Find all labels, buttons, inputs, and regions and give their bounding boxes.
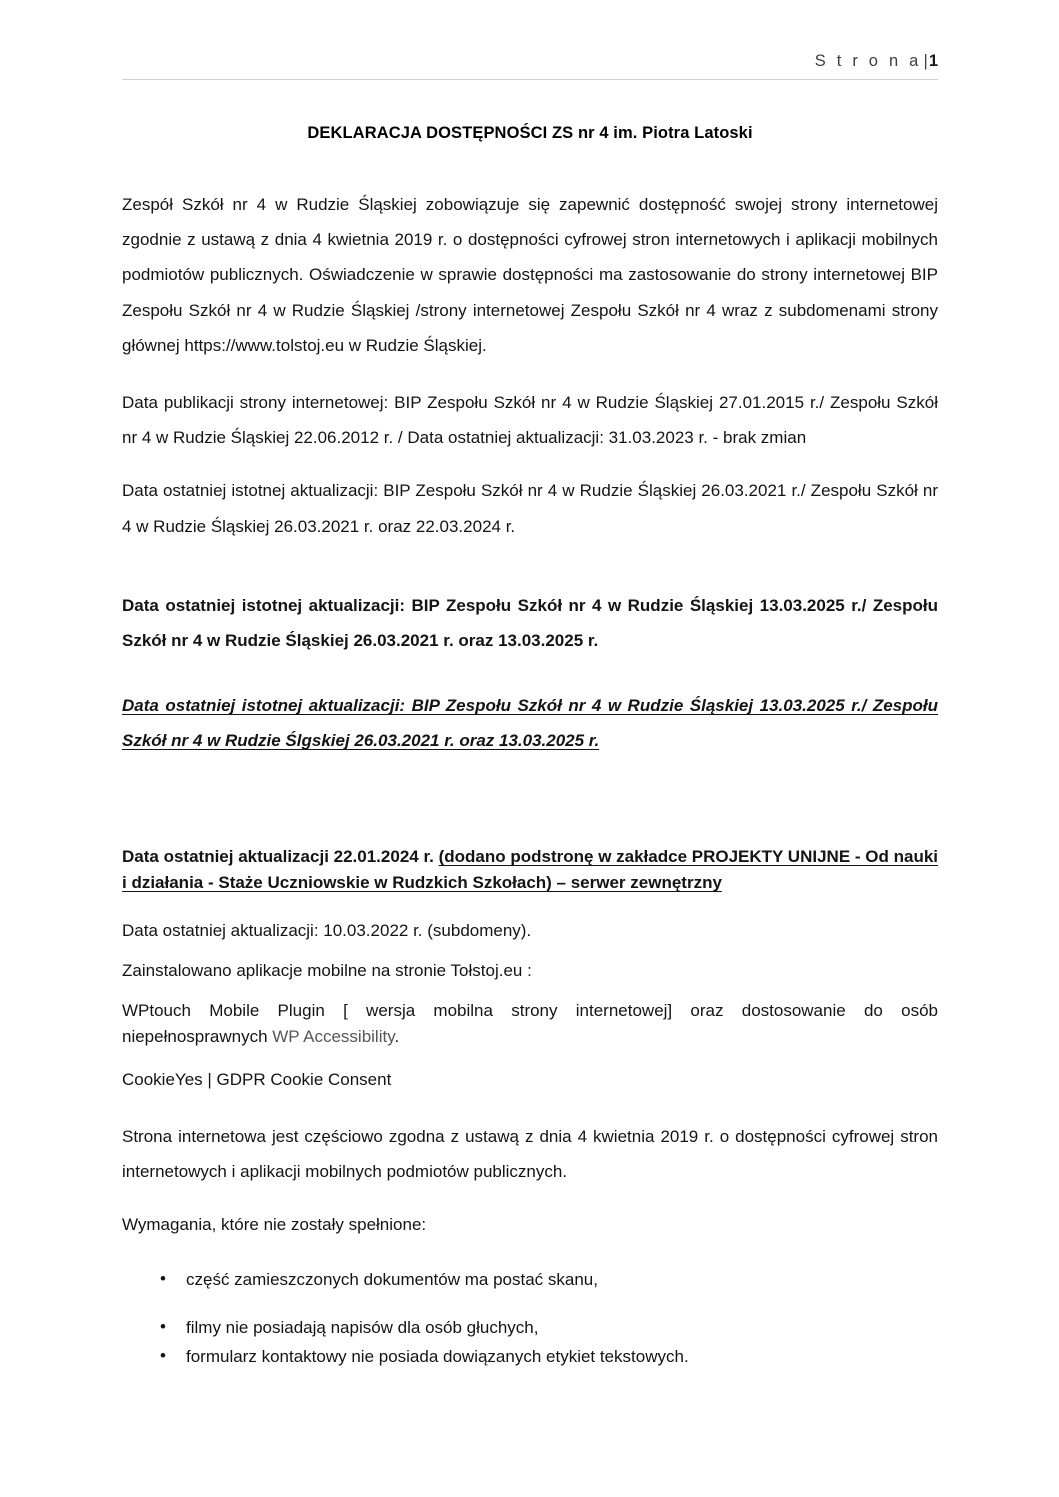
paragraph-update-2024	[122, 844, 938, 896]
list-item	[122, 1344, 938, 1370]
paragraph-mobile-apps-intro: Zainstalowano aplikacje mobilne na stronie Tołstoj.eu :	[122, 960, 532, 980]
update-2024-date: Data ostatniej aktualizacji 22.01.2024 r.	[122, 847, 439, 867]
paragraph-cookie-consent: CookieYes | GDPR Cookie Consent	[122, 1070, 392, 1090]
list-item-label: część zamieszczonych dokumentów ma postać skanu,	[186, 1270, 598, 1290]
page-number: 1	[928, 52, 938, 70]
wp-accessibility-plugin-name: WP Accessibility	[272, 1026, 395, 1046]
list-item	[122, 1267, 938, 1293]
unmet-requirements-list	[122, 1267, 938, 1370]
document-content	[122, 118, 938, 1370]
paragraph-last-significant-update-bold: Data ostatniej istotnej aktualizacji: BIP Zespołu Szkół nr 4 w Rudzie Śląskiej 13.03.2025 r./ Zespołu Szkół nr 4 w Rudzie Śląskiej 26.03.2021 r. oraz 13.03.2025 r.	[122, 595, 938, 650]
bullet-icon: •	[160, 1316, 166, 1336]
paragraph-partial-compliance: Strona internetowa jest częściowo zgodna z ustawą z dnia 4 kwietnia 2019 r. o dostępności cyfrowej stron internetowych i aplikacji mobilnych podmiotów publicznych.	[122, 1127, 938, 1182]
page-header-label: S t r o n a	[814, 52, 922, 70]
list-item-label: filmy nie posiadają napisów dla osób głuchych,	[186, 1317, 539, 1337]
page-header	[122, 52, 938, 80]
requirements-heading: Wymagania, które nie zostały spełnione:	[122, 1214, 427, 1234]
bullet-icon: •	[160, 1269, 166, 1289]
bullet-icon: •	[160, 1346, 166, 1366]
paragraph-last-significant-update-emphasis: Data ostatniej istotnej aktualizacji: BIP Zespołu Szkół nr 4 w Rudzie Śląskiej 13.03.2025 r./ Zespołu Szkół nr 4 w Rudzie Ślgskiej 26.03.2021 r. oraz 13.03.2025 r.	[122, 696, 938, 751]
update-2024-detail: (dodano podstronę w zakładce PROJEKTY UNIJNE - Od nauki i działania - Staże Uczniowskie w Rudzkich Szkołach) – serwer zewnętrzny	[122, 847, 939, 893]
paragraph-last-significant-update-1: Data ostatniej istotnej aktualizacji: BIP Zespołu Szkół nr 4 w Rudzie Śląskiej 26.03.2021 r./ Zespołu Szkół nr 4 w Rudzie Śląskiej 26.03.2021 r. oraz 22.03.2024 r.	[122, 481, 938, 536]
document-title: DEKLARACJA DOSTĘPNOŚCI ZS nr 4 im. Piotra Latoski	[307, 124, 753, 142]
list-item	[122, 1315, 938, 1341]
paragraph-intro: Zespół Szkół nr 4 w Rudzie Śląskiej zobowiązuje się zapewnić dostępność swojej strony internetowej zgodnie z ustawą z dnia 4 kwietnia 2019 r. o dostępności cyfrowej stron internetowych i aplikacji mobilnych podmiotów publicznych. Oświadczenie w sprawie dostępności ma zastosowanie do strony internetowej BIP Zespołu Szkół nr 4 w Rudzie Śląskiej /strony internetowej Zespołu Szkół nr 4 wraz z subdomenami strony głównej https://www.tolstoj.eu w Rudzie Śląskiej.	[122, 195, 938, 355]
page-header-separator: |	[923, 52, 928, 70]
wptouch-text: WPtouch Mobile Plugin [ wersja mobilna strony internetowej] oraz dostosowanie do osób niepełnosprawnych	[122, 1000, 938, 1046]
paragraph-update-2022: Data ostatniej aktualizacji: 10.03.2022 r. (subdomeny).	[122, 921, 532, 941]
paragraph-wptouch	[122, 998, 938, 1050]
list-item-label: formularz kontaktowy nie posiada dowiązanych etykiet tekstowych.	[186, 1347, 689, 1367]
wptouch-period: .	[394, 1026, 400, 1046]
paragraph-publication-date: Data publikacji strony internetowej: BIP Zespołu Szkół nr 4 w Rudzie Śląskiej 27.01.2015 r./ Zespołu Szkół nr 4 w Rudzie Śląskiej 22.06.2012 r. / Data ostatniej aktualizacji: 31.03.2023 r. - brak zmian	[122, 392, 938, 448]
